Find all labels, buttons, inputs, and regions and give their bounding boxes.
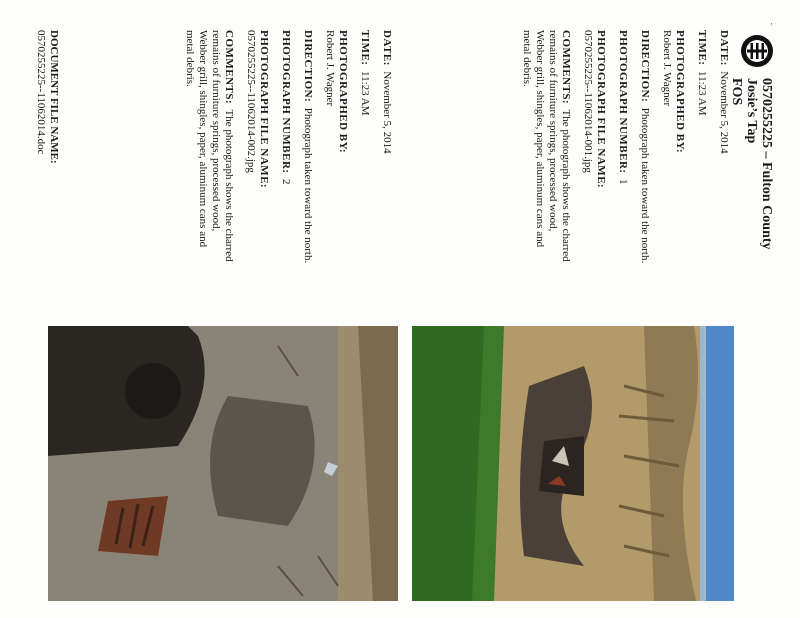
photo-2-direction: DIRECTION: Photograph taken toward the north.	[302, 30, 314, 264]
title-site-number: 0570255225 – Fulton County	[759, 78, 774, 250]
report-title	[729, 78, 774, 598]
document-file-name: DOCUMENT FILE NAME: 0570255225--11062014.doc	[35, 30, 60, 164]
photo-2-photographer: PHOTOGRAPHED BY: Robert J. Wagner	[324, 30, 349, 154]
title-program: FOS	[729, 78, 744, 106]
photo-1-number: PHOTOGRAPH NUMBER: 1	[617, 30, 629, 185]
title-site-name: Josie’s Tap	[744, 78, 759, 144]
photo-1-direction: DIRECTION: Photograph taken toward the north.	[639, 30, 651, 264]
photo-2-file-name: PHOTOGRAPH FILE NAME: 0570255225--11062014-002.jpg	[245, 30, 270, 189]
photo-1-date: DATE: November 5, 2014	[718, 30, 730, 154]
photo-2-comments: COMMENTS: The photograph shows the charred remains of furniture springs, processed wood, Webber grill, shingles, paper, aluminum cans and metal debris.	[184, 30, 235, 262]
photo-2-time: TIME: 11:23 AM	[359, 30, 371, 116]
photo-2-date: DATE: November 5, 2014	[381, 30, 393, 154]
photo-1-photographer: PHOTOGRAPHED BY: Robert J. Wagner	[661, 30, 686, 154]
photo-1-details	[511, 30, 730, 265]
photo-1-time: TIME: 11:23 AM	[696, 30, 708, 116]
photograph-2	[48, 326, 398, 601]
agency-logo-icon	[740, 34, 774, 68]
photo-1-file-name: PHOTOGRAPH FILE NAME: 0570255225--11062014-001.jpg	[582, 30, 607, 189]
scan-mark: ‚	[770, 16, 773, 26]
photograph-1	[412, 326, 734, 601]
photo-2-details	[174, 30, 393, 265]
photo-1-comments: COMMENTS: The photograph shows the charred remains of furniture springs, processed wood, Webber grill, shingles, paper, aluminum cans and metal debris.	[521, 30, 572, 262]
photo-2-number: PHOTOGRAPH NUMBER: 2	[280, 30, 292, 185]
